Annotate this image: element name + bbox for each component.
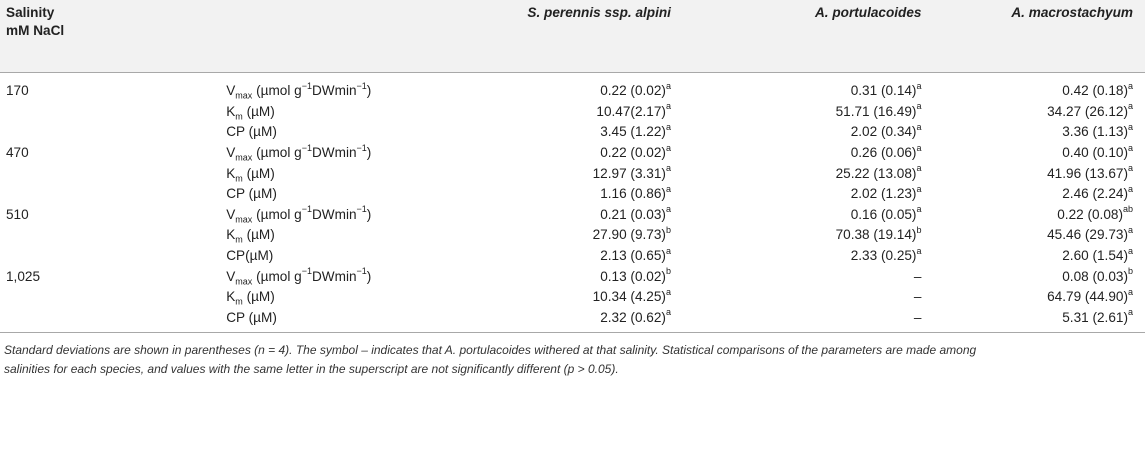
value-text: 51.71 (16.49) [835, 103, 917, 119]
value-text: 0.16 (0.05) [850, 206, 917, 222]
value-cell-species-3 [933, 102, 1145, 123]
value-text: 2.46 (2.24) [1062, 186, 1128, 202]
value-text: – [913, 309, 922, 325]
value-text: 70.38 (19.14) [835, 227, 917, 243]
value-text: 3.45 (1.22) [600, 124, 666, 140]
value-cell-species-2 [683, 205, 934, 226]
salinity-cell [0, 122, 208, 143]
value-text: 0.21 (0.03) [600, 206, 666, 222]
parameter-cell [208, 163, 466, 184]
value-cell-species-3 [933, 163, 1145, 184]
significance-letter: a [665, 121, 671, 132]
param-subscript: max [235, 152, 253, 163]
value-text: 0.40 (0.10) [1062, 145, 1128, 161]
significance-letter: a [916, 163, 922, 174]
param-unit: (µmol g [252, 145, 302, 161]
param-subscript: m [235, 235, 243, 246]
significance-letter: a [1127, 224, 1133, 235]
table-row [0, 122, 1145, 143]
significance-letter: a [916, 121, 922, 132]
salinity-cell [0, 163, 208, 184]
significance-letter: a [1127, 183, 1133, 194]
param-unit-exponent: −1 [356, 266, 367, 277]
header-species-1: S. perennis ssp. alpini [527, 5, 671, 20]
value-cell-species-2 [683, 102, 934, 123]
table-row [0, 308, 1145, 333]
parameter-cell [208, 205, 466, 226]
parameter-cell [208, 102, 466, 123]
param-unit: ) [366, 83, 372, 99]
param-unit: (µmol g [252, 268, 302, 284]
value-text: 0.42 (0.18) [1062, 83, 1128, 99]
table-row [0, 246, 1145, 267]
param-label: CP (µM) [226, 124, 277, 140]
param-symbol: K [226, 289, 236, 305]
table-row [0, 73, 1145, 102]
value-text: 25.22 (13.08) [835, 165, 917, 181]
parameter-cell [208, 308, 466, 333]
value-cell-species-1 [466, 225, 683, 246]
value-text: 10.34 (4.25) [592, 289, 666, 305]
parameter-cell [208, 287, 466, 308]
header-parameter [208, 0, 466, 73]
value-cell-species-2 [683, 225, 934, 246]
value-cell-species-3 [933, 73, 1145, 102]
header-species-2: A. portulacoides [814, 5, 922, 20]
significance-letter: b [665, 224, 671, 235]
salinity-cell [0, 287, 208, 308]
param-symbol: V [226, 83, 236, 99]
value-text: 2.60 (1.54) [1062, 248, 1128, 264]
value-cell-species-3 [933, 266, 1145, 287]
value-cell-species-2 [683, 308, 934, 333]
parameter-cell [208, 122, 466, 143]
value-text: 0.22 (0.02) [600, 145, 666, 161]
table-body [0, 73, 1145, 333]
param-subscript: max [235, 91, 253, 102]
header-salinity-line2: mM NaCl [6, 23, 65, 38]
param-symbol: K [226, 103, 236, 119]
table-row [0, 163, 1145, 184]
value-text: 34.27 (26.12) [1047, 103, 1128, 119]
value-cell-species-1 [466, 102, 683, 123]
significance-letter: a [665, 286, 671, 297]
value-cell-species-2 [683, 143, 934, 164]
value-cell-species-1 [466, 205, 683, 226]
value-text: 2.33 (0.25) [850, 248, 917, 264]
value-text: 2.02 (1.23) [850, 186, 917, 202]
param-label: CP(µM) [226, 248, 274, 264]
param-subscript: max [235, 214, 253, 225]
param-unit: ) [366, 206, 372, 222]
significance-letter: a [916, 142, 922, 153]
significance-letter: a [1127, 101, 1133, 112]
salinity-cell: 510 [6, 206, 29, 222]
param-unit-exponent: −1 [301, 80, 312, 91]
salinity-cell [0, 225, 208, 246]
value-text: 10.47(2.17) [596, 103, 666, 119]
parameter-cell [208, 73, 466, 102]
param-unit: ) [366, 145, 372, 161]
significance-letter: a [1127, 245, 1133, 256]
value-cell-species-3 [933, 287, 1145, 308]
value-cell-species-1 [466, 122, 683, 143]
significance-letter: a [916, 101, 922, 112]
significance-letter: a [1127, 80, 1133, 91]
param-symbol: V [226, 145, 236, 161]
table-row [0, 143, 1145, 164]
param-symbol: V [226, 206, 236, 222]
value-cell-species-3 [933, 143, 1145, 164]
table-row [0, 266, 1145, 287]
value-cell-species-1 [466, 184, 683, 205]
parameter-cell [208, 246, 466, 267]
param-unit: ) [366, 268, 372, 284]
salinity-cell [0, 308, 208, 333]
significance-letter: a [665, 101, 671, 112]
param-unit-exponent: −1 [301, 204, 312, 215]
salinity-cell [0, 184, 208, 205]
value-text: – [913, 289, 922, 305]
parameter-cell [208, 143, 466, 164]
salinity-cell: 1,025 [6, 268, 41, 284]
significance-letter: a [916, 80, 922, 91]
value-cell-species-1 [466, 73, 683, 102]
salinity-cell [0, 246, 208, 267]
param-unit-exponent: −1 [356, 204, 367, 215]
significance-letter: a [916, 245, 922, 256]
significance-letter: a [665, 204, 671, 215]
param-unit: (µM) [242, 165, 275, 181]
value-cell-species-2 [683, 163, 934, 184]
value-cell-species-1 [466, 246, 683, 267]
significance-letter: b [916, 224, 922, 235]
footnote-line-2: salinities for each species, and values with the same letter in the superscript are not significantly different (p > 0.05). [4, 362, 619, 377]
significance-letter: a [1127, 163, 1133, 174]
value-cell-species-1 [466, 308, 683, 333]
salinity-cell: 170 [0, 73, 208, 102]
value-cell-species-2 [683, 266, 934, 287]
significance-letter: a [916, 183, 922, 194]
value-cell-species-2 [683, 184, 934, 205]
salinity-cell: 470 [6, 145, 29, 161]
header-species-3: A. macrostachyum [1011, 5, 1133, 20]
param-unit-exponent: −1 [356, 80, 367, 91]
value-cell-species-1 [466, 143, 683, 164]
param-unit: (µmol g [252, 83, 302, 99]
value-cell-species-3 [933, 308, 1145, 333]
significance-letter: a [665, 183, 671, 194]
param-unit-exponent: −1 [301, 142, 312, 153]
value-text: 2.32 (0.62) [600, 309, 666, 325]
footnote-line-1: Standard deviations are shown in parentheses (n = 4). The symbol – indicates that A. portulacoides withered at that salinity. Statistical comparisons of the parameters are made among [4, 343, 977, 358]
value-cell-species-3 [933, 246, 1145, 267]
value-cell-species-1 [466, 163, 683, 184]
value-text: 1.16 (0.86) [600, 186, 666, 202]
significance-letter: b [665, 266, 671, 277]
param-subscript: max [235, 276, 253, 287]
significance-letter: a [1127, 307, 1133, 318]
table-row [0, 102, 1145, 123]
header-salinity-line1: Salinity [6, 5, 55, 20]
table-row [0, 287, 1145, 308]
value-cell-species-1 [466, 266, 683, 287]
significance-letter: a [665, 245, 671, 256]
param-unit: (µM) [242, 227, 275, 243]
param-label: CP (µM) [226, 309, 277, 325]
param-subscript: m [235, 111, 243, 122]
value-cell-species-3 [933, 225, 1145, 246]
param-subscript: m [235, 173, 243, 184]
significance-letter: a [665, 142, 671, 153]
value-text: 0.13 (0.02) [600, 268, 666, 284]
value-cell-species-2 [683, 246, 934, 267]
param-unit: DWmin [311, 145, 357, 161]
param-unit-exponent: −1 [356, 142, 367, 153]
param-unit: (µM) [242, 289, 275, 305]
value-text: 3.36 (1.13) [1062, 124, 1128, 140]
param-unit: DWmin [311, 268, 357, 284]
param-symbol: K [226, 165, 236, 181]
significance-letter: ab [1122, 204, 1133, 215]
value-text: 45.46 (29.73) [1047, 227, 1128, 243]
value-text: 2.13 (0.65) [600, 248, 666, 264]
value-text: 12.97 (3.31) [592, 165, 666, 181]
value-text: 0.31 (0.14) [850, 83, 917, 99]
table-row [0, 184, 1145, 205]
param-unit: DWmin [311, 206, 357, 222]
value-text: – [913, 268, 922, 284]
value-cell-species-2 [683, 122, 934, 143]
header-salinity [0, 0, 208, 73]
significance-letter: a [665, 163, 671, 174]
value-text: 41.96 (13.67) [1047, 165, 1128, 181]
param-subscript: m [235, 296, 243, 307]
table-header [0, 0, 1145, 73]
significance-letter: a [916, 204, 922, 215]
parameter-cell [208, 225, 466, 246]
significance-letter: a [1127, 286, 1133, 297]
significance-letter: a [665, 307, 671, 318]
value-cell-species-2 [683, 73, 934, 102]
value-text: 2.02 (0.34) [850, 124, 917, 140]
value-cell-species-3 [933, 122, 1145, 143]
param-label: CP (µM) [226, 186, 277, 202]
value-text: 0.26 (0.06) [850, 145, 917, 161]
significance-letter: a [1127, 121, 1133, 132]
value-text: 0.08 (0.03) [1062, 268, 1128, 284]
significance-letter: b [1127, 266, 1133, 277]
value-text: 0.22 (0.08) [1057, 206, 1123, 222]
param-symbol: K [226, 227, 236, 243]
significance-letter: a [1127, 142, 1133, 153]
table-footnote [0, 333, 1145, 379]
param-unit: (µmol g [252, 206, 302, 222]
header-row [0, 0, 1145, 73]
value-cell-species-3 [933, 184, 1145, 205]
param-unit: (µM) [242, 103, 275, 119]
table-row [0, 205, 1145, 226]
table-row [0, 225, 1145, 246]
param-symbol: V [226, 268, 236, 284]
value-text: 27.90 (9.73) [592, 227, 666, 243]
significance-letter: a [665, 80, 671, 91]
parameter-cell [208, 266, 466, 287]
value-cell-species-1 [466, 287, 683, 308]
salinity-cell [0, 102, 208, 123]
param-unit: DWmin [311, 83, 357, 99]
param-unit-exponent: −1 [301, 266, 312, 277]
value-text: 5.31 (2.61) [1062, 309, 1128, 325]
value-text: 0.22 (0.02) [600, 83, 666, 99]
value-text: 64.79 (44.90) [1047, 289, 1128, 305]
value-cell-species-2 [683, 287, 934, 308]
parameter-cell [208, 184, 466, 205]
value-cell-species-3 [933, 205, 1145, 226]
